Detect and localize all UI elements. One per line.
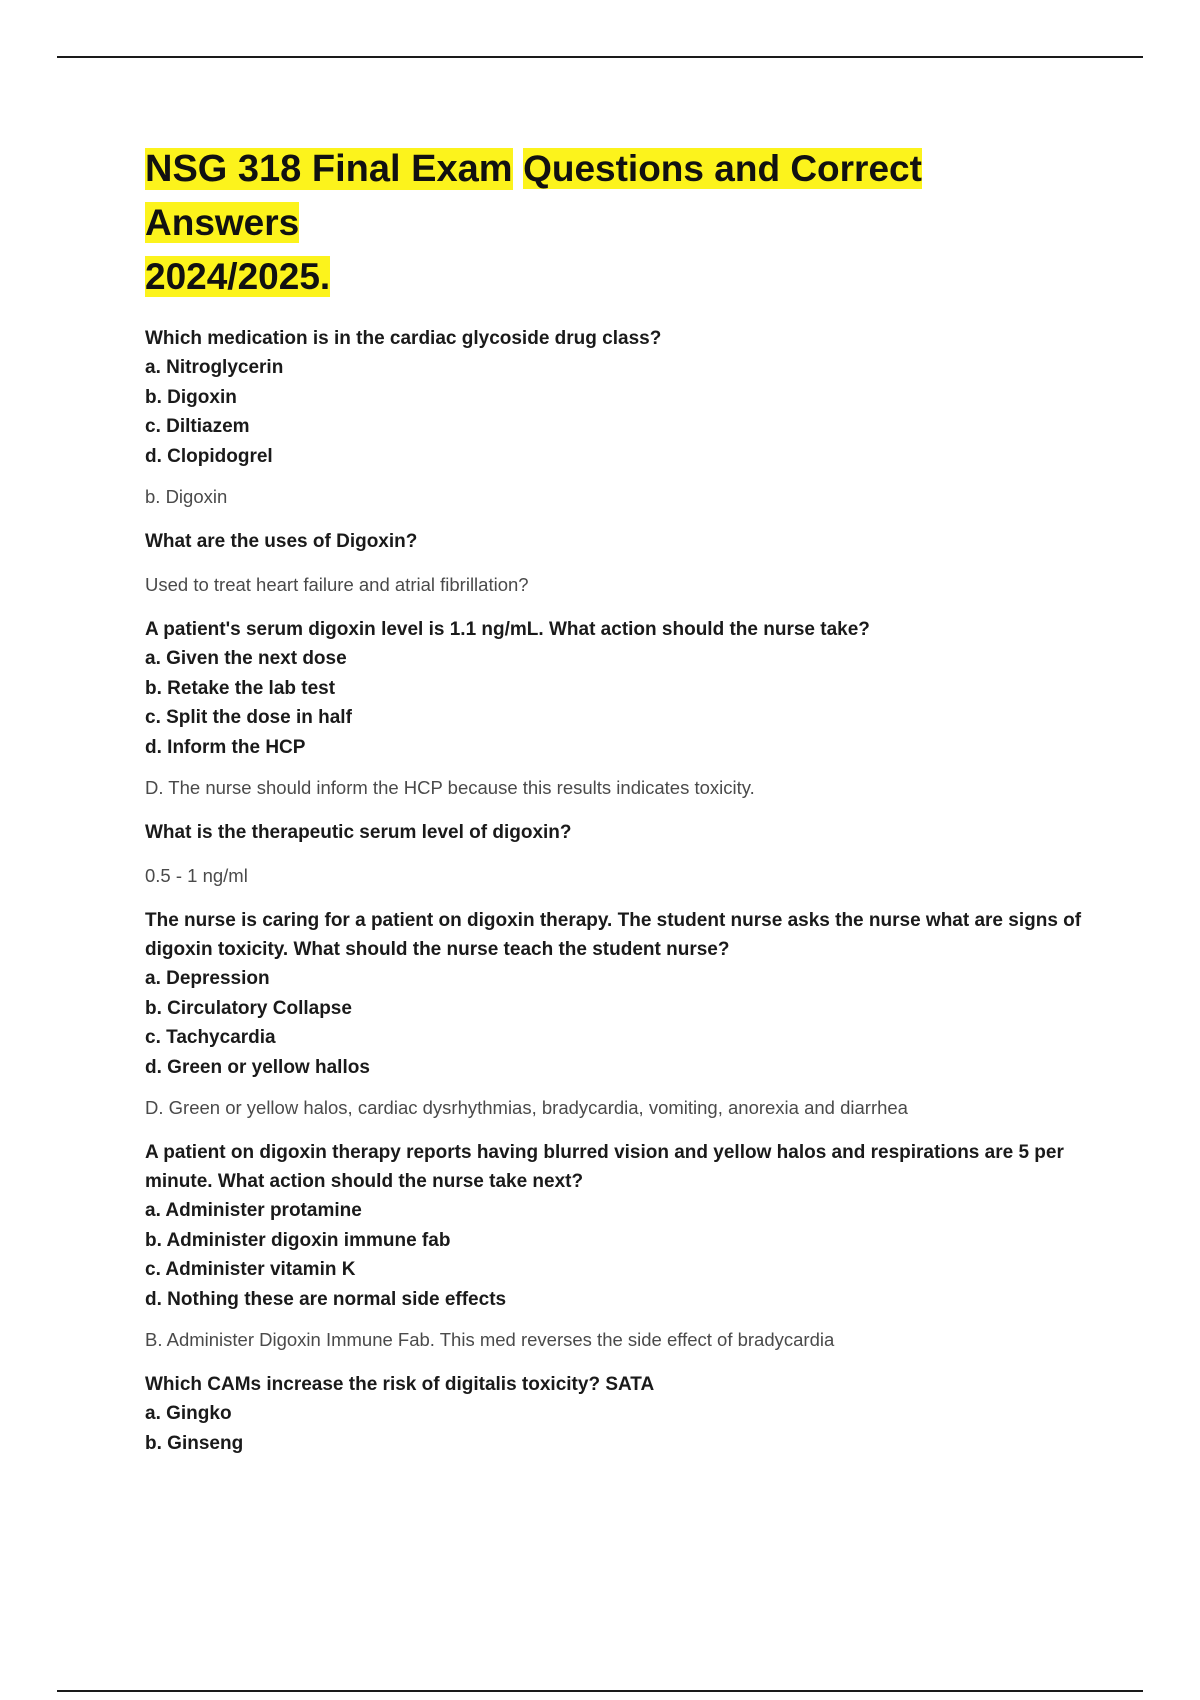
- option-b: b. Circulatory Collapse: [145, 997, 352, 1019]
- question-6: A patient on digoxin therapy reports having blurred vision and yellow halos and respirations are 5 per minute. What action should the nurse take next?: [145, 1142, 1064, 1192]
- answer-4: 0.5 - 1 ng/ml: [145, 865, 248, 886]
- options-3: [145, 644, 1085, 762]
- option-b: b. Administer digoxin immune fab: [145, 1229, 451, 1251]
- qa-block-5: [145, 906, 1085, 1121]
- title-part-3: 2024/2025.: [145, 256, 331, 297]
- answer-3: D. The nurse should inform the HCP because this results indicates toxicity.: [145, 777, 755, 798]
- option-a: a. Depression: [145, 968, 270, 989]
- qa-block-1: [145, 324, 1085, 510]
- qa-block-6: [145, 1138, 1085, 1353]
- answer-2: Used to treat heart failure and atrial fibrillation?: [145, 574, 529, 595]
- option-c: c. Administer vitamin K: [145, 1259, 356, 1280]
- qa-block-4: [145, 818, 1085, 889]
- question-7: Which CAMs increase the risk of digitalis toxicity? SATA: [145, 1374, 655, 1395]
- header-rule: [57, 56, 1143, 58]
- qa-block-3: [145, 615, 1085, 801]
- option-b: b. Digoxin: [145, 386, 237, 408]
- question-3: A patient's serum digoxin level is 1.1 ng/mL. What action should the nurse take?: [145, 619, 870, 640]
- answer-6: B. Administer Digoxin Immune Fab. This med reverses the side effect of bradycardia: [145, 1329, 835, 1350]
- option-b: b. Retake the lab test: [145, 677, 336, 699]
- qa-block-7: [145, 1370, 1085, 1458]
- option-c: c. Split the dose in half: [145, 707, 352, 728]
- qa-block-2: [145, 527, 1085, 598]
- footer-rule: [57, 1690, 1143, 1692]
- question-5: The nurse is caring for a patient on digoxin therapy. The student nurse asks the nurse what are signs of digoxin toxicity. What should the nurse teach the student nurse?: [145, 910, 1082, 960]
- question-4: What is the therapeutic serum level of digoxin?: [145, 822, 572, 843]
- options-1: [145, 353, 1085, 471]
- option-a: a. Nitroglycerin: [145, 357, 284, 378]
- document-title: [145, 142, 1085, 304]
- option-b: b. Ginseng: [145, 1432, 244, 1454]
- answer-1: b. Digoxin: [145, 486, 228, 507]
- option-c: c. Tachycardia: [145, 1027, 276, 1048]
- title-part-2: Questions and Correct Answers: [145, 148, 922, 243]
- option-a: a. Administer protamine: [145, 1200, 362, 1221]
- options-5: [145, 964, 1085, 1082]
- answer-5: D. Green or yellow halos, cardiac dysrhythmias, bradycardia, vomiting, anorexia and diarrhea: [145, 1097, 908, 1118]
- title-part-1: NSG 318 Final Exam: [145, 148, 513, 190]
- option-d: d. Green or yellow hallos: [145, 1056, 370, 1078]
- option-c: c. Diltiazem: [145, 416, 250, 437]
- option-a: a. Gingko: [145, 1403, 232, 1424]
- question-2: What are the uses of Digoxin?: [145, 531, 418, 552]
- document-body: [145, 142, 1085, 1458]
- options-7: [145, 1399, 1085, 1458]
- question-1: Which medication is in the cardiac glycoside drug class?: [145, 328, 662, 349]
- option-a: a. Given the next dose: [145, 648, 347, 669]
- options-6: [145, 1196, 1085, 1314]
- option-d: d. Nothing these are normal side effects: [145, 1288, 507, 1310]
- option-d: d. Inform the HCP: [145, 736, 306, 758]
- option-d: d. Clopidogrel: [145, 445, 273, 467]
